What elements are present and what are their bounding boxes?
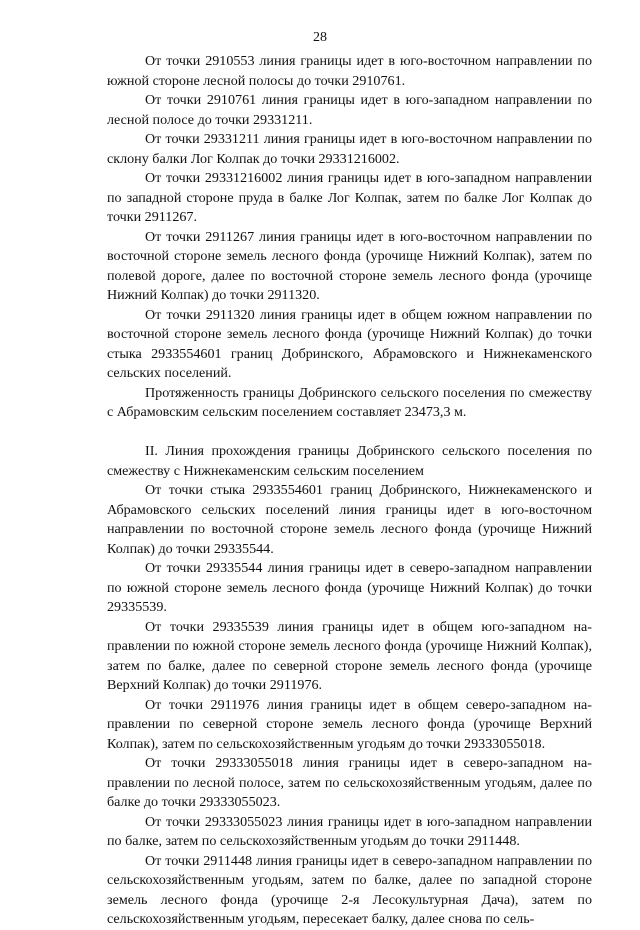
paragraph: От точки 2910553 линия границы идет в юго-восточном направлении по южной стороне лесной полосы до точки 2910761.	[107, 53, 592, 89]
paragraph: От точки 2911320 линия границы идет в общем южном направлении по восточной стороне земель лесного фонда (урочище Нижний Колпак) до точки стыка 2933554601 границ Добринского, Абрамовского и Нижнекаменского сельских поселений.	[107, 306, 592, 381]
paragraph: От точки 2911448 линия границы идет в северо-западном направлении по сельскохозяйственным угодьям, затем по балке, далее по западной стороне земель лесного фонда (урочище 2-я Лесокультурная Дача), затем по сельскохозяйственным угодьям, пересекает балку, далее снова по сель-	[107, 852, 592, 927]
paragraph: От точки 29333055018 линия границы идет в северо-западном направлении по лесной полосе, затем по сельскохозяйственным угодьям, далее по балке до точки 29333055023.	[107, 755, 592, 810]
paragraph: От точки 2911976 линия границы идет в общем северо-западном направлении по северной стороне земель лесного фонда (урочище Верхний Колпак), затем по сельскохозяйственным угодьям до точки 29333055018.	[107, 696, 592, 752]
paragraph: От точки 29335544 линия границы идет в северо-западном направлении по южной стороне земель лесного фонда (урочище Нижний Колпак) до точки 29335539.	[107, 560, 592, 615]
document-body	[107, 52, 592, 930]
paragraph: От точки 2910761 линия границы идет в юго-западном направлении по лесной полосе до точки 29331211.	[107, 92, 592, 128]
paragraph: От точки 2911267 линия границы идет в юго-восточном направлении по восточной стороне земель лесного фонда (урочище Нижний Колпак), затем по полевой дороге, далее по восточной стороне земель лесного фонда (урочище Нижний Колпак) до точки 2911320.	[107, 228, 592, 303]
paragraph: От точки 29333055023 линия границы идет в юго-западном направлении по балке, затем по сельскохозяйственным угодьям до точки 2911448.	[107, 813, 592, 849]
paragraph: От точки стыка 2933554601 границ Добринского, Нижнекаменского и Абрамовского сельских поселений линия границы идет в юго-восточном направлении по восточной стороне земель лесного фонда (урочище Нижний Колпак) до точки 29335544.	[107, 482, 592, 557]
section-heading: II. Линия прохождения границы Добринского сельского поселения по смежеству с Нижнекаменским сельским поселением	[107, 443, 592, 479]
paragraph: Протяженность границы Добринского сельского поселения по смежеству с Абрамовским сельским поселением составляет 23473,3 м.	[107, 384, 592, 420]
paragraph: От точки 29335539 линия границы идет в общем юго-западном направлении по южной стороне земель лесного фонда (урочище Нижний Колпак), затем по балке, далее по северной стороне земель лесного фонда (урочище Верхний Колпак) до точки 2911976.	[107, 618, 592, 693]
paragraph: От точки 29331211 линия границы идет в юго-восточном направлении по склону балки Лог Колпак до точки 29331216002.	[107, 131, 592, 167]
page-number: 28	[313, 30, 327, 45]
paragraph: От точки 29331216002 линия границы идет в юго-западном направлении по западной стороне пруда в балке Лог Колпак, затем по балке Лог Колпак до точки 2911267.	[107, 170, 592, 225]
